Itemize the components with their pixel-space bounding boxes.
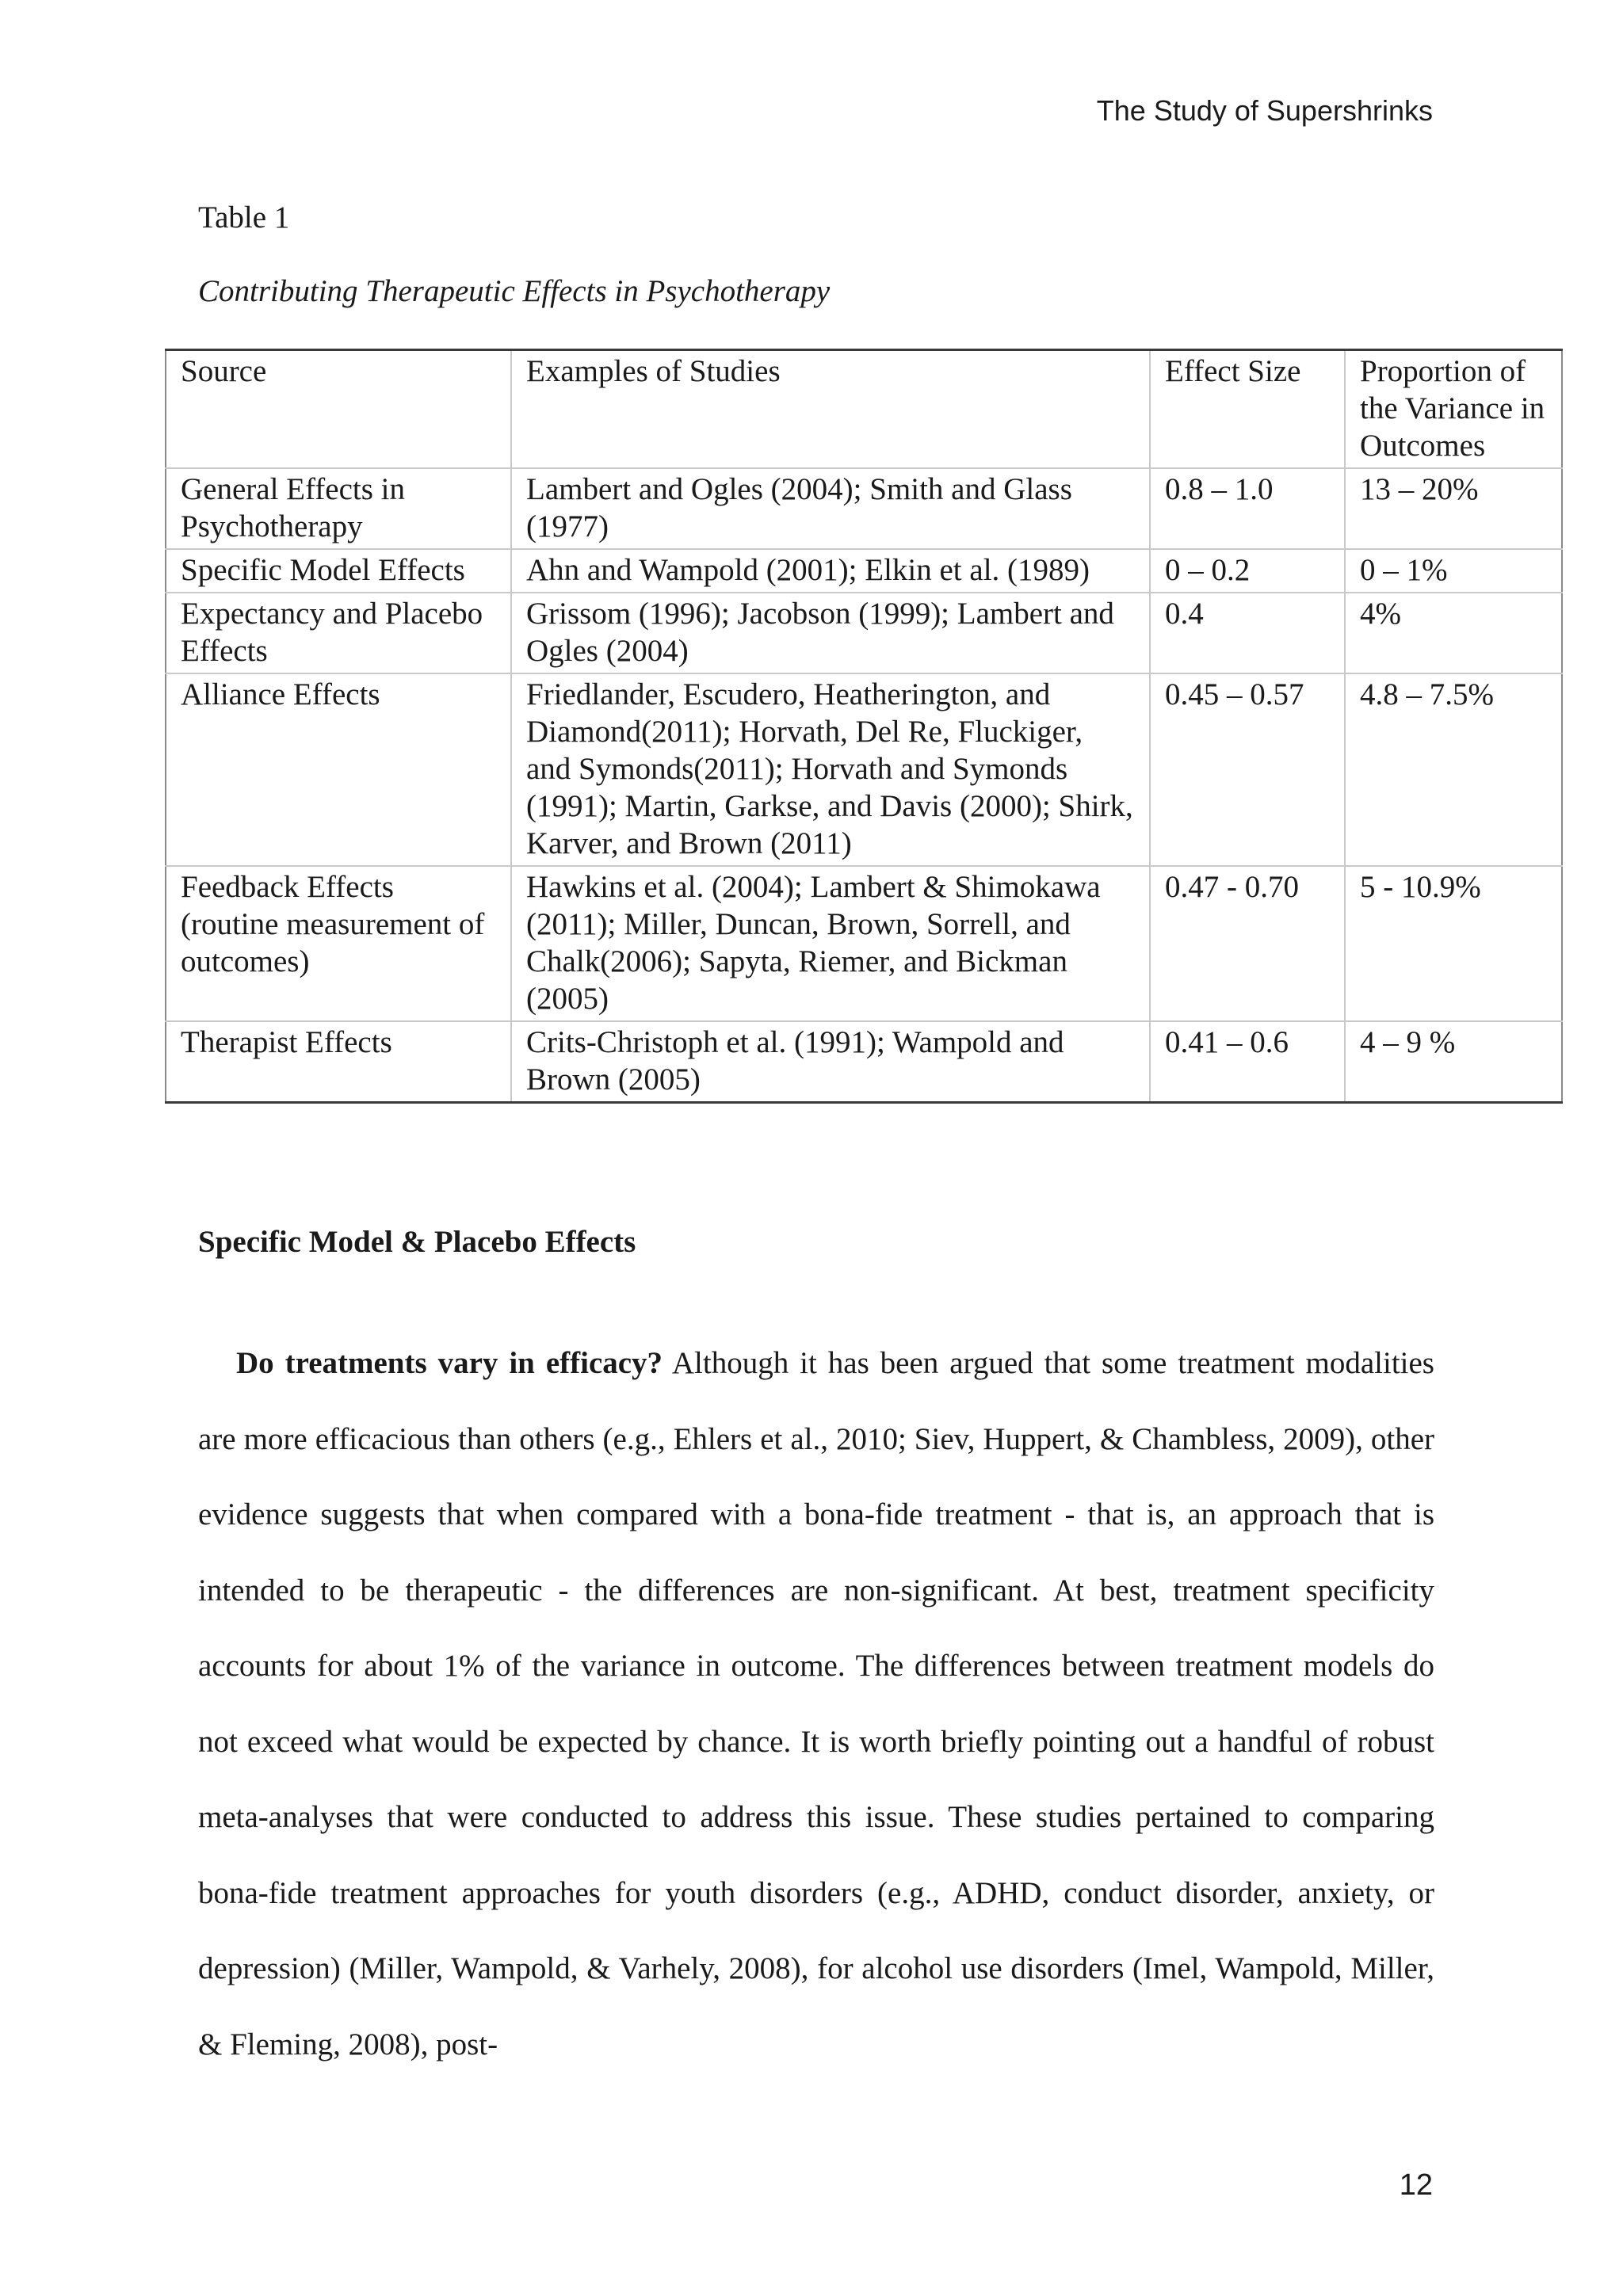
cell-examples: Crits-Christoph et al. (1991); Wampold and Brown (2005) [511,1021,1150,1103]
cell-source: Expectancy and Placebo Effects [166,593,511,673]
table-row [166,1021,1562,1103]
cell-proportion: 0 – 1% [1345,549,1562,593]
paragraph-lead: Do treatments vary in efficacy? [236,1346,663,1380]
cell-examples: Friedlander, Escudero, Heatherington, and Diamond(2011); Horvath, Del Re, Fluckiger, and Symonds(2011); Horvath and Symonds (1991); Martin, Garkse, and Davis (2000); Shirk, Karver, and Brown (2011) [511,673,1150,866]
cell-source: Feedback Effects (routine measurement of outcomes) [166,866,511,1021]
cell-examples: Grissom (1996); Jacobson (1999); Lambert and Ogles (2004) [511,593,1150,673]
table-row [166,468,1562,549]
paragraph-body: Although it has been argued that some treatment modalities are more efficacious than others (e.g., Ehlers et al., 2010; Siev, Huppert, & Chambless, 2009), other evidence suggests that when compared with a bona-fide treatment - that is, an approach that is intended to be therapeutic - the differences are non-significant. At best, treatment specificity accounts for about 1% of the variance in outcome. The differences between treatment models do not exceed what would be expected by chance. It is worth briefly pointing out a handful of robust meta-analyses that were conducted to address this issue. These studies pertained to comparing bona-fide treatment approaches for youth disorders (e.g., ADHD, conduct disorder, anxiety, or depression) (Miller, Wampold, & Varhely, 2008), for alcohol use disorders (Imel, Wampold, Miller, & Fleming, 2008), post- [198,1346,1434,2061]
table-title: Contributing Therapeutic Effects in Psychotherapy [198,274,831,308]
cell-effect-size: 0 – 0.2 [1150,549,1345,593]
table-header-row [166,350,1562,469]
table-label: Table 1 [198,200,290,235]
cell-effect-size: 0.41 – 0.6 [1150,1021,1345,1103]
header-effect-size: Effect Size [1150,350,1345,469]
cell-effect-size: 0.45 – 0.57 [1150,673,1345,866]
cell-effect-size: 0.47 - 0.70 [1150,866,1345,1021]
section-heading: Specific Model & Placebo Effects [198,1225,636,1259]
cell-proportion: 4 – 9 % [1345,1021,1562,1103]
cell-proportion: 4.8 – 7.5% [1345,673,1562,866]
table-row [166,673,1562,866]
header-source: Source [166,350,511,469]
table-row [166,593,1562,673]
cell-source: Alliance Effects [166,673,511,866]
cell-effect-size: 0.4 [1150,593,1345,673]
body-paragraph [198,1325,1434,2082]
cell-proportion: 5 - 10.9% [1345,866,1562,1021]
cell-source: General Effects in Psychotherapy [166,468,511,549]
cell-effect-size: 0.8 – 1.0 [1150,468,1345,549]
page-number: 12 [1399,2168,1433,2202]
cell-examples: Hawkins et al. (2004); Lambert & Shimokawa (2011); Miller, Duncan, Brown, Sorrell, and Chalk(2006); Sapyta, Riemer, and Bickman (2005) [511,866,1150,1021]
header-examples: Examples of Studies [511,350,1150,469]
cell-source: Therapist Effects [166,1021,511,1103]
header-proportion: Proportion of the Variance in Outcomes [1345,350,1562,469]
table-row [166,549,1562,593]
cell-examples: Lambert and Ogles (2004); Smith and Glass (1977) [511,468,1150,549]
cell-proportion: 13 – 20% [1345,468,1562,549]
cell-examples: Ahn and Wampold (2001); Elkin et al. (1989) [511,549,1150,593]
table-row [166,866,1562,1021]
effects-table [165,349,1563,1104]
running-head: The Study of Supershrinks [1096,94,1433,127]
cell-source: Specific Model Effects [166,549,511,593]
cell-proportion: 4% [1345,593,1562,673]
